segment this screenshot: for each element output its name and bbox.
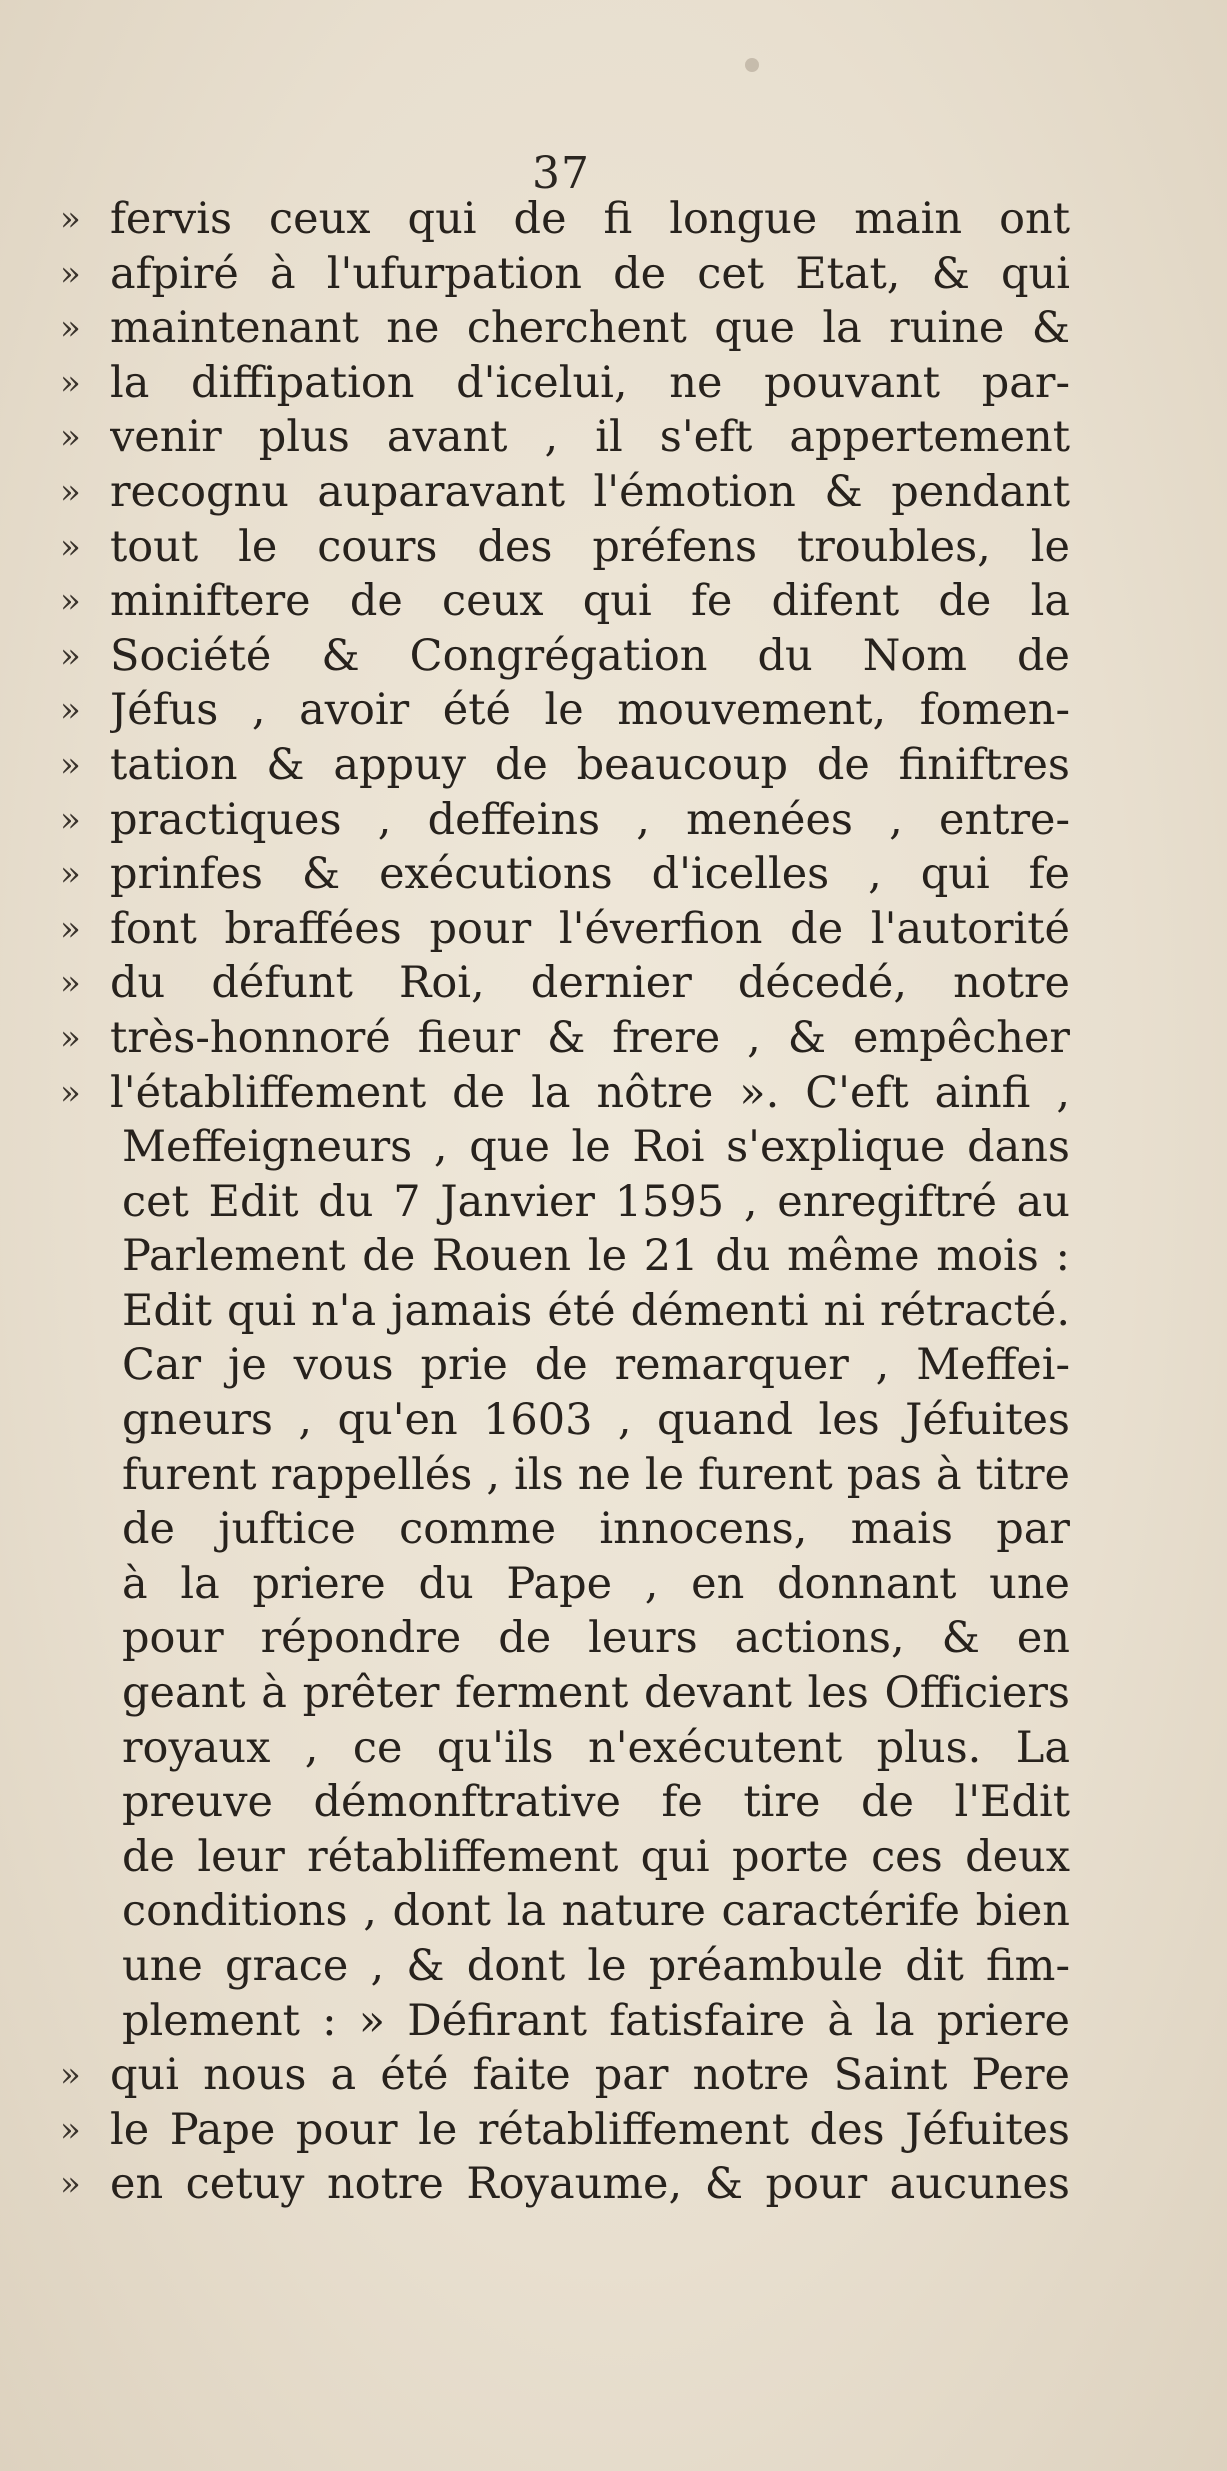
- line-text: une grace , & dont le préambule dit fim-: [122, 1941, 1070, 1991]
- text-line: [60, 1666, 1070, 1721]
- text-line: [60, 301, 1070, 356]
- line-text: plement : » Défirant fatisfaire à la priere: [122, 1995, 1070, 2046]
- line-text: practiques , deffeins , menées , entre-: [110, 794, 1070, 845]
- text-line: [60, 1338, 1070, 1393]
- line-text: pour répondre de leurs actions, & en: [122, 1613, 1070, 1664]
- quote-mark: »: [60, 253, 81, 294]
- ink-spot: [745, 58, 759, 72]
- text-line: [60, 1775, 1070, 1830]
- body-text: [60, 192, 1070, 2212]
- quote-mark: »: [60, 417, 81, 458]
- line-text: geant à prêter ferment devant les Officiers: [122, 1668, 1070, 1719]
- quote-mark: »: [60, 526, 81, 567]
- line-text: royaux , ce qu'ils n'exécutent plus. La: [122, 1722, 1070, 1773]
- line-text: Parlement de Rouen le 21 du même mois :: [122, 1231, 1070, 1282]
- line-text: afpiré à l'ufurpation de cet Etat, & qui: [110, 248, 1070, 299]
- line-text: tation & appuy de beaucoup de finiftres: [110, 739, 1070, 790]
- text-line: [60, 192, 1070, 247]
- quote-mark: »: [60, 199, 81, 239]
- quote-mark: »: [60, 2055, 81, 2096]
- text-line: [60, 1721, 1070, 1776]
- text-line: [60, 956, 1070, 1011]
- line-text: miniftere de ceux qui fe difent de la: [110, 576, 1070, 627]
- text-line: [60, 738, 1070, 793]
- text-line: [60, 1884, 1070, 1939]
- text-line: [60, 2103, 1070, 2158]
- text-line: [60, 247, 1070, 302]
- line-text: de leur rétabliffement qui porte ces deux: [122, 1831, 1070, 1882]
- text-line: [60, 356, 1070, 411]
- quote-mark: »: [60, 581, 81, 622]
- text-line: [60, 520, 1070, 575]
- text-line: [60, 574, 1070, 629]
- quote-mark: »: [60, 690, 81, 731]
- text-line: [60, 793, 1070, 848]
- text-line: [60, 1611, 1070, 1666]
- text-line: [60, 1120, 1070, 1175]
- line-text: preuve démonftrative fe tire de l'Edit: [122, 1777, 1070, 1828]
- quote-mark: »: [60, 471, 81, 512]
- line-text: recognu auparavant l'émotion & pendant: [110, 466, 1070, 517]
- line-text: venir plus avant , il s'eft appertement: [110, 412, 1070, 463]
- line-text: gneurs , qu'en 1603 , quand les Jéfuites: [122, 1395, 1070, 1446]
- line-text: très-honnoré fieur & frere , & empêcher: [110, 1012, 1070, 1063]
- line-text: l'établiffement de la nôtre ». C'eft ainfi ,: [110, 1067, 1070, 1118]
- line-text: Edit qui n'a jamais été démenti ni rétracté.: [122, 1285, 1070, 1336]
- line-text: furent rappellés , ils ne le furent pas à titre: [122, 1449, 1070, 1500]
- quote-mark: »: [60, 1017, 81, 1058]
- page-number: 37: [532, 148, 590, 199]
- text-line: [60, 1011, 1070, 1066]
- line-text: qui nous a été faite par notre Saint Pere: [110, 2050, 1070, 2101]
- text-line: [60, 1502, 1070, 1557]
- line-text: de juftice comme innocens, mais par: [122, 1504, 1070, 1555]
- quote-mark: »: [60, 635, 81, 676]
- text-line: [60, 2157, 1070, 2212]
- line-text: Car je vous prie de remarquer , Meffei-: [122, 1340, 1070, 1391]
- text-line: [60, 1448, 1070, 1503]
- line-text: conditions , dont la nature caractérife bien: [122, 1886, 1070, 1937]
- text-line: [60, 465, 1070, 520]
- line-text: cet Edit du 7 Janvier 1595 , enregiftré au: [122, 1176, 1070, 1227]
- text-line: [60, 2048, 1070, 2103]
- line-text: le Pape pour le rétabliffement des Jéfuites: [110, 2104, 1070, 2155]
- quote-mark: »: [60, 908, 81, 949]
- line-text: du défunt Roi, dernier décedé, notre: [110, 958, 1070, 1009]
- quote-mark: »: [60, 308, 81, 349]
- text-line: [60, 1830, 1070, 1885]
- line-text: maintenant ne cherchent que la ruine &: [110, 303, 1070, 354]
- line-text: fervis ceux qui de fi longue main ont: [110, 194, 1070, 244]
- quote-mark: »: [60, 1072, 81, 1113]
- quote-mark: »: [60, 963, 81, 1004]
- text-line: [60, 1939, 1070, 1994]
- quote-mark: »: [60, 854, 81, 895]
- line-text: prinfes & exécutions d'icelles , qui fe: [110, 849, 1070, 900]
- text-line: [60, 629, 1070, 684]
- text-line: [60, 1994, 1070, 2049]
- line-text: font braffées pour l'éverfion de l'autorité: [110, 903, 1070, 954]
- quote-mark: »: [60, 799, 81, 840]
- text-line: [60, 683, 1070, 738]
- line-text: la diffipation d'icelui, ne pouvant par-: [110, 357, 1070, 408]
- line-text: Meffeigneurs , que le Roi s'explique dans: [122, 1122, 1070, 1173]
- line-text: à la priere du Pape , en donnant une: [122, 1558, 1070, 1609]
- text-line: [60, 847, 1070, 902]
- quote-mark: »: [60, 2109, 81, 2150]
- text-line: [60, 410, 1070, 465]
- text-line: [60, 1066, 1070, 1121]
- text-line: [60, 1284, 1070, 1339]
- text-line: [60, 1229, 1070, 1284]
- text-line: [60, 902, 1070, 957]
- text-line: [60, 1393, 1070, 1448]
- text-line: [60, 1175, 1070, 1230]
- line-text: Jéfus , avoir été le mouvement, fomen-: [110, 685, 1070, 736]
- quote-mark: »: [60, 2164, 81, 2205]
- line-text: Société & Congrégation du Nom de: [110, 630, 1070, 681]
- quote-mark: »: [60, 362, 81, 403]
- line-text: tout le cours des préfens troubles, le: [110, 521, 1070, 572]
- text-line: [60, 1557, 1070, 1612]
- quote-mark: »: [60, 744, 81, 785]
- line-text: en cetuy notre Royaume, & pour aucunes: [110, 2159, 1070, 2210]
